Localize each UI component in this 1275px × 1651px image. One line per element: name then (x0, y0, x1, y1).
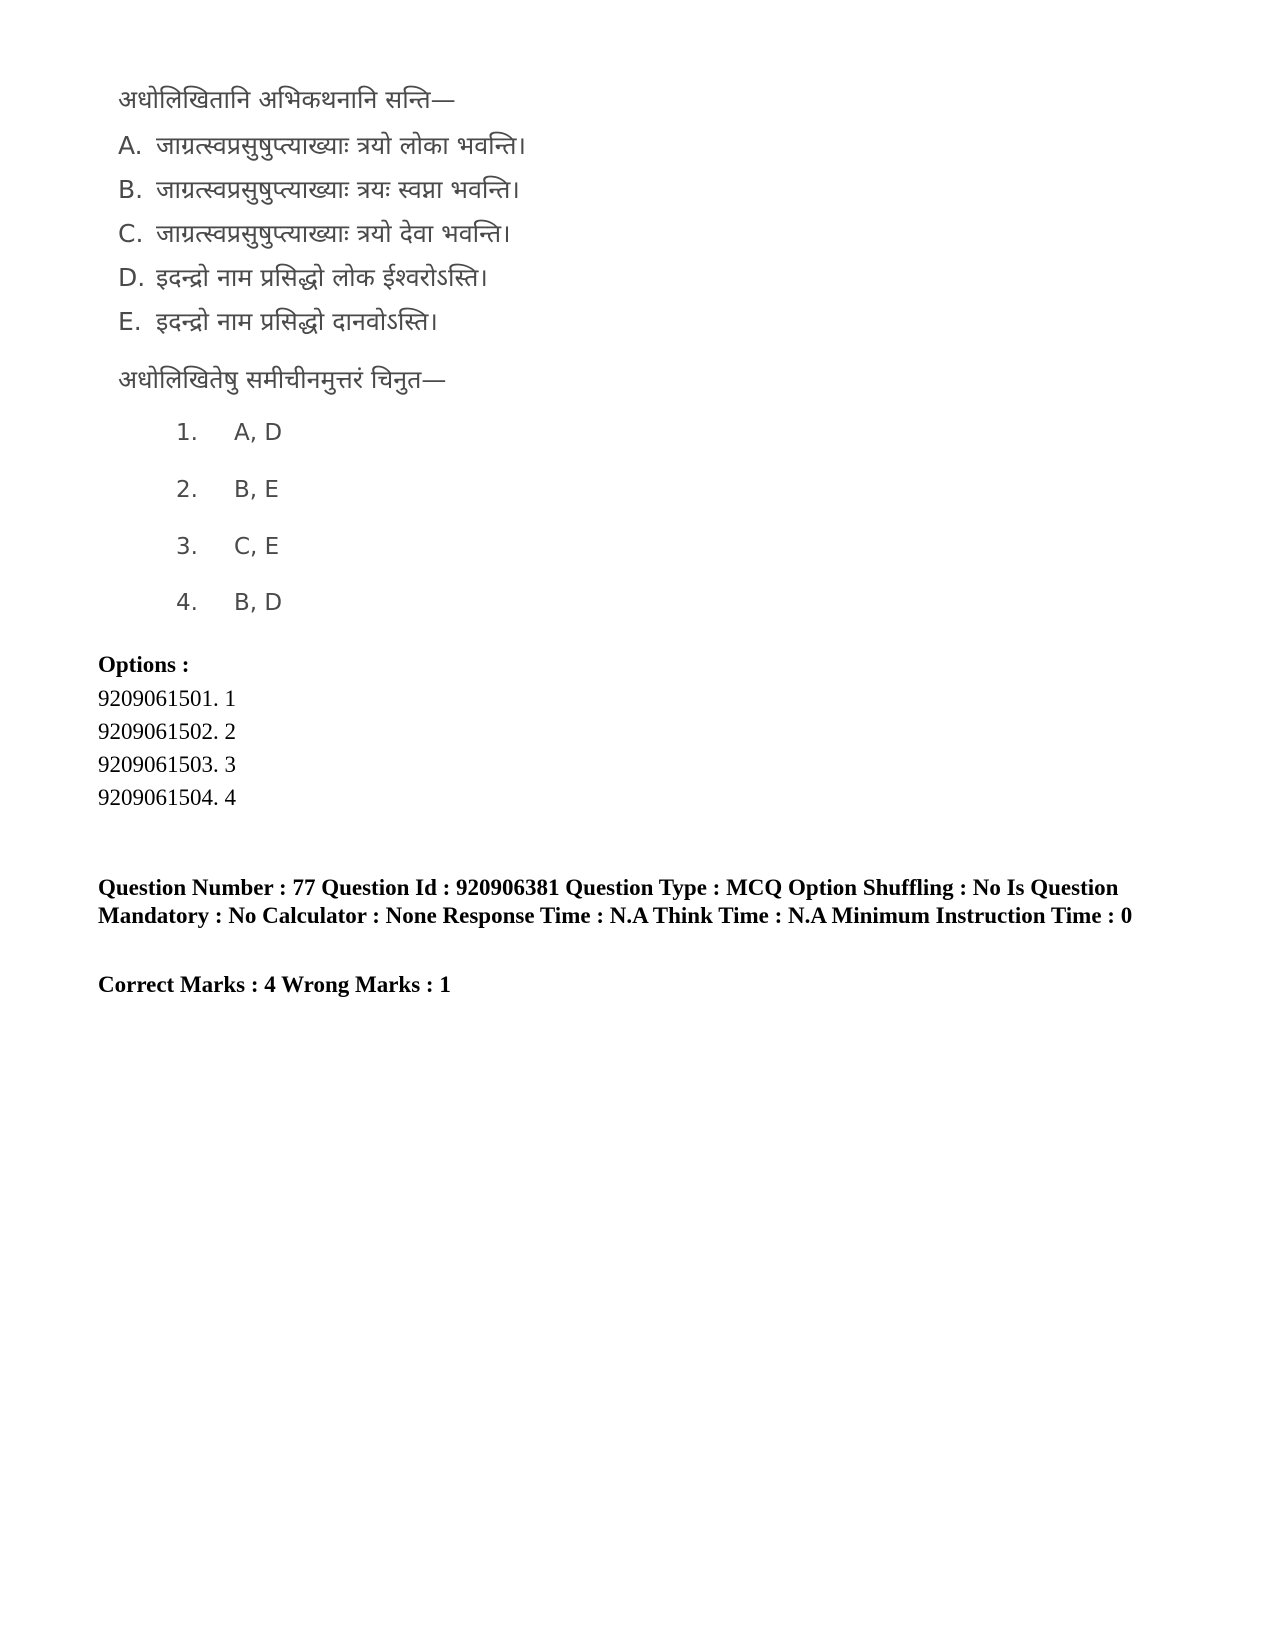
question-intro: अधोलिखितानि अभिकथनानि सन्ति— (118, 85, 456, 114)
option-item-2: 9209061502. 2 (98, 719, 236, 744)
option-item-4: 9209061504. 4 (98, 785, 236, 810)
statement-d (118, 260, 488, 294)
statement-label: D. (118, 263, 146, 292)
choice-number: 2. (176, 477, 198, 503)
choice-text: C, E (234, 534, 280, 560)
statement-text: जाग्रत्स्वप्रसुषुप्त्याख्याः त्रयो लोका भवन्ति। (156, 131, 526, 160)
question-meta: Question Number : 77 Question Id : 920906381 Question Type : MCQ Option Shuffling : No Is Question Mandatory : No Calculator : None Response Time : N.A Think Time : N.A Minimum Instruction Time : 0 (98, 875, 1133, 928)
option-item-3: 9209061503. 3 (98, 752, 236, 777)
choice-number: 1. (176, 420, 198, 446)
choice-3 (176, 534, 279, 560)
options-heading: Options : (98, 652, 190, 677)
statement-text: इदन्द्रो नाम प्रसिद्धो लोक ईश्वरोऽस्ति। (156, 263, 488, 292)
question-marks: Correct Marks : 4 Wrong Marks : 1 (98, 972, 451, 997)
choice-text: A, D (234, 420, 283, 446)
statement-a (118, 128, 526, 162)
statement-e (118, 304, 438, 338)
statement-text: जाग्रत्स्वप्रसुषुप्त्याख्याः त्रयः स्वप्ना भवन्ति। (156, 175, 520, 204)
statement-text: इदन्द्रो नाम प्रसिद्धो दानवोऽस्ति। (156, 307, 438, 336)
choice-1 (176, 420, 282, 446)
choice-number: 3. (176, 534, 198, 560)
question-prompt: अधोलिखितेषु समीचीनमुत्तरं चिनुत— (118, 365, 447, 394)
choice-number: 4. (176, 590, 198, 616)
choice-4 (176, 590, 282, 616)
statement-text: जाग्रत्स्वप्रसुषुप्त्याख्याः त्रयो देवा भवन्ति। (156, 219, 511, 248)
statement-c (118, 216, 511, 250)
statement-label: E. (118, 307, 142, 336)
statement-label: A. (118, 131, 143, 160)
statement-b (118, 172, 520, 206)
statement-label: C. (118, 219, 144, 248)
option-item-1: 9209061501. 1 (98, 686, 236, 711)
choice-text: B, E (234, 477, 279, 503)
choice-2 (176, 477, 279, 503)
choice-text: B, D (234, 590, 283, 616)
statement-label: B. (118, 175, 144, 204)
